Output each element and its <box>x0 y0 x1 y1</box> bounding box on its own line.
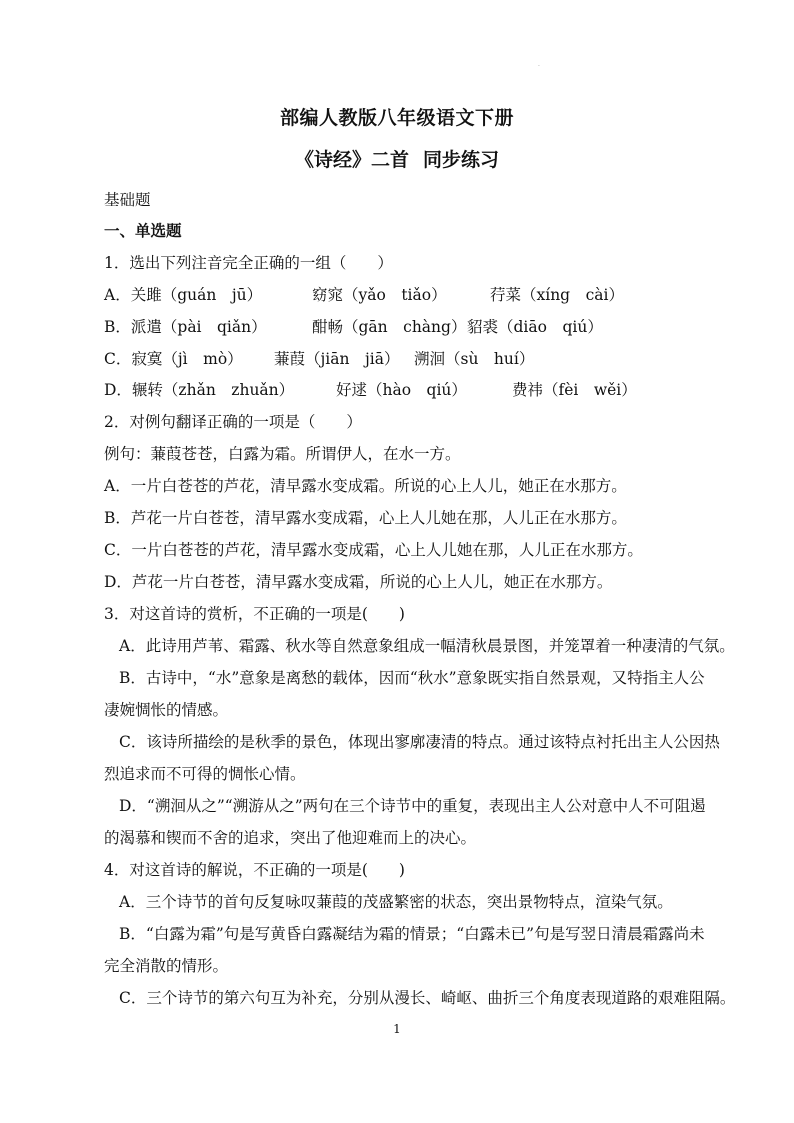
q1-option-b <box>104 315 603 337</box>
q4-stem: 4．对这首诗的解说，不正确的一项是( ) <box>104 861 405 879</box>
section-single-choice: 一、单选题 <box>104 221 182 240</box>
q1-c-word-3: 溯洄（sù huí） <box>414 350 535 368</box>
q3-option-b-line1: B．古诗中，“水”意象是离愁的载体，因而“秋水”意象既实指自然景观，又特指主人公 <box>119 669 705 687</box>
q4-option-a: A．三个诗节的首句反复咏叹蒹葭的茂盛繁密的状态，突出景物特点，渲染气氛。 <box>119 893 673 911</box>
q1-a-word-2: 窈窕（yǎo tiǎo） <box>312 286 447 304</box>
q2-option-a: A．一片白苍苍的芦花，清早露水变成霜。所说的心上人儿，她正在水那方。 <box>104 477 627 495</box>
q2-example: 例句：蒹葭苍苍，白露为霜。所谓伊人，在水一方。 <box>104 445 461 463</box>
subtitle-part-b: 同步练习 <box>423 149 500 171</box>
q1-b-word-2: 酣畅（gān chàng） <box>312 318 467 336</box>
q1-option-d <box>104 378 637 400</box>
q1-option-a <box>104 283 624 305</box>
page-number: 1 <box>393 1022 401 1036</box>
q2-stem: 2．对例句翻译正确的一项是（ ） <box>104 413 362 431</box>
page-mark: · <box>538 63 540 70</box>
q1-d-word-3: 费祎（fèi wěi） <box>512 381 637 399</box>
document-title: 部编人教版八年级语文下册 <box>279 107 514 129</box>
q4-option-b-line1: B．“白露为霜”句是写黄昏白露凝结为霜的情景；“白露未已”句是写翌日清晨霜露尚未 <box>119 925 705 943</box>
q3-option-d-line1: D．“溯洄从之”“溯游从之”两句在三个诗节中的重复，表现出主人公对意中人不可阻遏 <box>119 797 706 815</box>
q2-option-c: C．一片白苍苍的芦花，清早露水变成霜，心上人儿她在那，人儿正在水那方。 <box>104 541 643 559</box>
subtitle-part-a: 《诗经》二首 <box>294 149 409 171</box>
q4-option-b-line2: 完全消散的情形。 <box>104 957 229 975</box>
q1-b-word-1: B．派遣（pài qiǎn） <box>104 318 267 336</box>
q4-option-c: C．三个诗节的第六句互为补充，分别从漫长、崎岖、曲折三个角度表现道路的艰难阻隔。 <box>119 989 736 1007</box>
q3-option-c-line2: 烈追求而不可得的惆怅心情。 <box>104 765 306 783</box>
q3-option-c-line1: C．该诗所描绘的是秋季的景色，体现出寥廓凄清的特点。通过该特点衬托出主人公因热 <box>119 733 720 751</box>
q3-option-b-line2: 凄婉惆怅的情感。 <box>104 701 229 719</box>
q3-stem: 3．对这首诗的赏析，不正确的一项是( ) <box>104 605 405 623</box>
q1-d-word-2: 好逑（hào qiú） <box>336 381 467 399</box>
q2-option-d: D．芦花一片白苍苍，清早露水变成霜，所说的心上人儿，她正在水那方。 <box>104 573 613 591</box>
q1-a-word-3: 荇菜（xíng cài） <box>490 286 624 304</box>
q1-d-word-1: D．辗转（zhǎn zhuǎn） <box>104 381 295 399</box>
document-subtitle <box>0 145 794 172</box>
q1-c-word-1: C．寂寞（jì mò） <box>104 350 243 368</box>
q1-stem: 1．选出下列注音完全正确的一组（ ） <box>104 254 393 272</box>
q1-a-word-1: A．关雎（guán jū） <box>104 286 263 304</box>
q1-b-word-3: 貂裘（diāo qiú） <box>467 318 603 336</box>
section-basic: 基础题 <box>104 191 151 209</box>
q3-option-a: A．此诗用芦苇、霜露、秋水等自然意象组成一幅清秋晨景图，并笼罩着一种凄清的气氛。 <box>119 637 735 655</box>
q1-c-word-2: 蒹葭（jiān jiā） <box>274 350 400 368</box>
q2-option-b: B．芦花一片白苍苍，清早露水变成霜，心上人儿她在那，人儿正在水那方。 <box>104 509 627 527</box>
q3-option-d-line2: 的渴慕和锲而不舍的追求，突出了他迎难而上的决心。 <box>104 829 477 847</box>
q1-option-c <box>104 347 534 369</box>
